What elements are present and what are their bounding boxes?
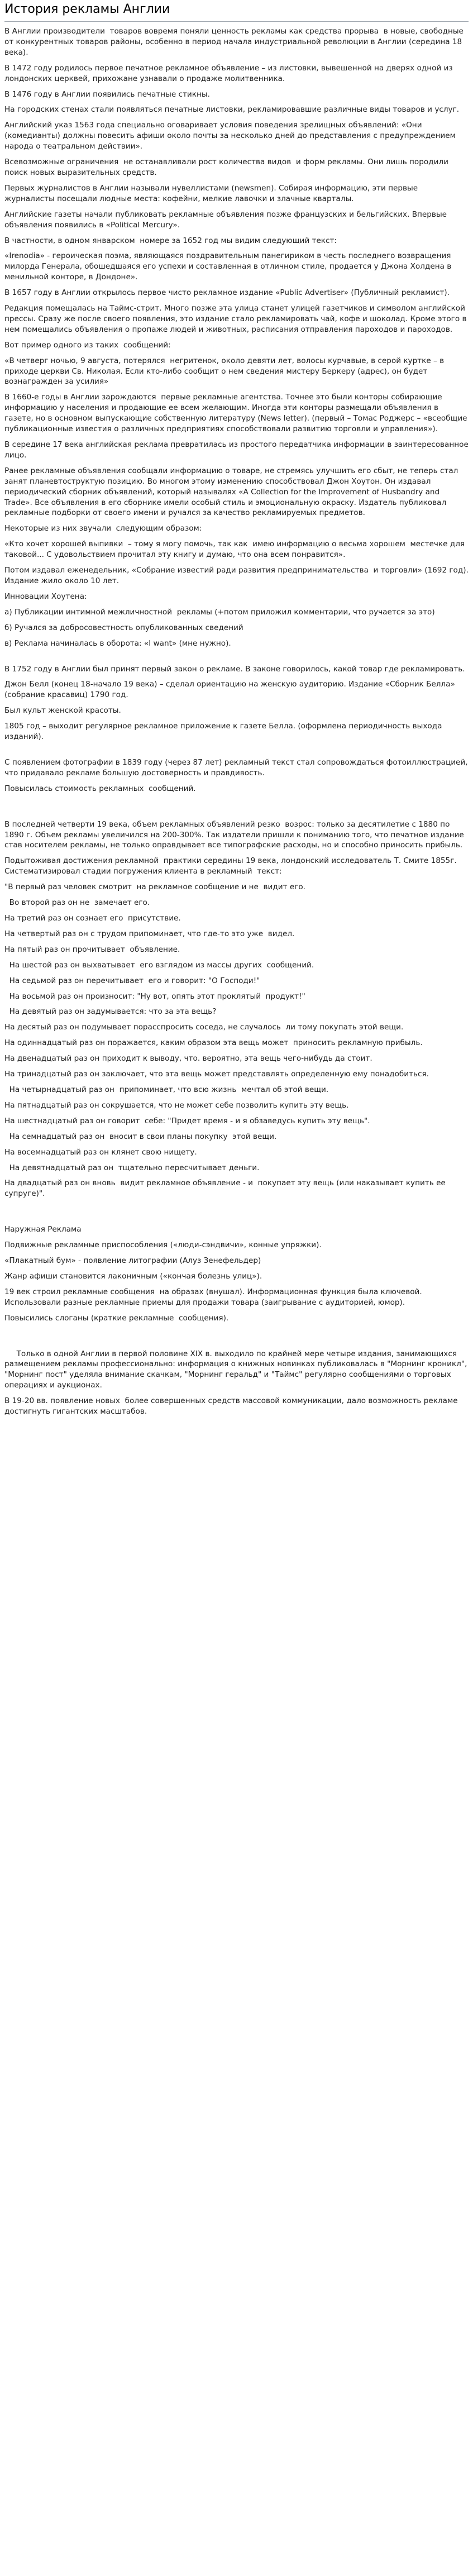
- paragraph-spacer: [4, 1204, 469, 1214]
- paragraph: Наружная Реклама: [4, 1225, 82, 1234]
- paragraph: Был культ женской красоты.: [4, 706, 121, 715]
- paragraph: Всевозможные ограничения не останавливали рост количества видов и форм рекламы. Они лишь породили поиск новых выразительных средств.: [4, 158, 451, 177]
- article: [0, 2, 473, 1417]
- paragraph: «Кто хочет хорошей выпивки – тому я могу помочь, так как имею информацию о весьма хорошем местечке для таковой... С удовольствием прочитал эту книгу и думаю, что она всем понравится».: [4, 540, 467, 560]
- paragraph: в) Реклама начиналась в оборота: «I want» (мне нужно).: [4, 638, 231, 648]
- paragraph: В 1752 году в Англии был принят первый закон о рекламе. В законе говорилось, какой товар где рекламировать.: [4, 664, 465, 674]
- paragraph-spacer: [4, 1214, 469, 1224]
- paragraph: На седьмой раз он перечитывает его и говорит: "О Господи!": [4, 976, 260, 985]
- paragraph: «Плакатный бум» - появление литографии (Алуз Зенефельдер): [4, 1256, 261, 1266]
- page-title: История рекламы Англии: [4, 2, 469, 22]
- paragraph-spacer: [4, 1339, 469, 1349]
- paragraph: а) Публикации интимной межличностной рекламы (+потом приложил комментарии, что ручается за это): [4, 607, 435, 617]
- paragraph: Ранее рекламные объявления сообщали информацию о товаре, не стремясь улучшить его сбыт, не теперь стал занят планевтоструктую позицию. Во многом этому изменению способствовал Джон Хоутон. Он издавал периодический сборник объявлений, который называлях «A Collection for the Improvement of Husbandry and Trade». Все объявления в его сборнике имели особый стиль и эмоциональную окраску. Издатель публиковал рекламные подборки от своего имени и ручался за качество рекламируемых предметов.: [4, 466, 461, 518]
- paragraph: В 1472 году родилось первое печатное рекламное объявление – из листовки, вывешенной на дверях одной из лондонских церквей, прихожане узнавали о продаже молитвенника.: [4, 63, 455, 83]
- paragraph: Вот пример одного из таких сообщений:: [4, 340, 171, 350]
- paragraph: В 1660-е годы в Англии зарождаются первые рекламные агентства. Точнее это были конторы собирающие информацию у населения и продающие ее всем желающим. Иногда эти конторы размещали объявления в газете, но в основном выпускающие собственную литературу (News letter). (первый – Томас Роджерс – «всеобщие публикационные известия о различных предприятиях способствовали развитию торговли и управления»).: [4, 393, 470, 434]
- paragraph: На шестнадцатый раз он говорит себе: "Придет время - и я обзаведусь купить эту вещь".: [4, 1116, 370, 1125]
- paragraph: На одиннадцатый раз он поражается, каким образом эта вещь может приносить рекламную прибыль.: [4, 1038, 423, 1048]
- paragraph: В Англии производители товаров вовремя поняли ценность рекламы как средства прорыва в новые, свободные от конкурентных товаров районы, особенно в период начала индустриальной революции в Англии (середина 18 века).: [4, 27, 466, 57]
- paragraph: Только в одной Англии в первой половине XIX в. выходило по крайней мере четыре издания, занимающихся размещением рекламы профессионально: информация о книжных новинках публиковалась в "Морнинг кроникл", "Морнинг пост" уделяла внимание скачкам, "Морнинг геральд" и "Таймс" регулярно сообщениями о торговых операциях и аукционах.: [4, 1349, 470, 1390]
- paragraph: На семнадцатый раз он вносит в свои планы покупку этой вещи.: [4, 1132, 277, 1141]
- paragraph: "В первый раз человек смотрит на рекламное сообщение и не видит его.: [4, 882, 305, 892]
- paragraph: «Irenodia» - героическая поэма, являющаяся поздравительным панегириком в честь последнего возвращения милорда Генерала, обошедшаяся его успехи и составленная в отличном стиле, продается у Джона Холдена в менильной конторе, в Дондоне».: [4, 251, 454, 282]
- paragraph: На четырнадцатый раз он припоминает, что всю жизнь мечтал об этой вещи.: [4, 1085, 329, 1094]
- paragraph: Инновации Хоутена:: [4, 591, 87, 601]
- paragraph-spacer: [4, 1329, 469, 1339]
- paragraph: На десятый раз он подумывает порасспросить соседа, не случалось ли тому покупать этой вещи.: [4, 1023, 404, 1032]
- paragraph: Подвижные рекламные приспособления («люди-сэндвичи», конные упряжки).: [4, 1241, 322, 1250]
- paragraph: Во второй раз он не замечает его.: [4, 898, 150, 908]
- paragraph: На городских стенах стали появляться печатные листовки, рекламировавшие различные виды товаров и услуг.: [4, 105, 460, 115]
- paragraph: Редакция помещалась на Таймс-стрит. Много позже эта улица станет улицей газетчиков и символом английской прессы. Сразу же после своего появления, это издание стало рекламировать чай, кофе и шоколад. Кроме этого в нем помещались объявления о пропаже людей и животных, расписания отправления пароходов и пароходов.: [4, 304, 469, 334]
- paragraph: На восемнадцатый раз он клянет свою нищету.: [4, 1147, 197, 1157]
- paragraph: С появлением фотографии в 1839 году (через 87 лет) рекламный текст стал сопровождаться фотоиллюстрацией, что придавало рекламе большую достоверность и правдивость.: [4, 757, 470, 777]
- paragraph: Повысились слоганы (краткие рекламные сообщения).: [4, 1313, 229, 1323]
- paragraph: В 1476 году в Англии появились печатные стикны.: [4, 89, 210, 99]
- paragraph: На двадцатый раз он вновь видит рекламное объявление - и покупает эту вещь (или наказывает купить ее супруге)".: [4, 1179, 448, 1199]
- paragraph: Английский указ 1563 года специально оговаривает условия поведения зрелищных объявлений: «Они (комедианты) должны повесить афиши около почты за несколько дней до представления с предупреждением народа о театральном действии».: [4, 121, 458, 151]
- paragraph: В последней четверти 19 века, объем рекламных объявлений резко возрос: только за десятилетие с 1880 по 1890 г. Объем рекламы увеличился на 200-300%. Так издатели пришли к пониманию того, что печатное издание став носителем рекламы, не только оправдывает все типографские расходы, но и способно приносить прибыль.: [4, 819, 467, 850]
- paragraph: На шестой раз он выхватывает его взглядом из массы других сообщений.: [4, 960, 314, 970]
- paragraph: Некоторые из них звучали следующим образом:: [4, 524, 202, 533]
- paragraph: Жанр афиши становится лаконичным («кончая болезнь улиц»).: [4, 1271, 262, 1281]
- paragraph: Английские газеты начали публиковать рекламные объявления позже французских и бельгийских. Впервые объявления появились в «Political Mercury».: [4, 209, 450, 230]
- paragraph-spacer: [4, 747, 469, 757]
- paragraph: На тринадцатый раз он заключает, что эта вещь может представлять определенную ему понадобиться.: [4, 1070, 429, 1079]
- paragraph: На третий раз он сознает его присутствие.: [4, 914, 181, 923]
- paragraph: Подытоживая достижения рекламной практики середины 19 века, лондонский исследователь Т. Смите 1855г. Систематизировал стадии погружения клиента в рекламный текст:: [4, 856, 459, 876]
- paragraph: В 19-20 вв. появление новых более совершенных средств массовой коммуникации, дало возможность рекламе достигнуть гигантских масштабов.: [4, 1396, 463, 1416]
- paragraph: «В четверг ночью, 9 августа, потерялся негритенок, около девяти лет, волосы курчавые, в серой куртке – в приходе церкви Св. Николая. Если кто-либо сообщит о нем сведения мистеру Беркеру (адрес), он будет вознагражден за усилия»: [4, 356, 447, 387]
- paragraph-spacer: [4, 654, 469, 664]
- paragraph: Джон Белл (конец 18-начало 19 века) – сделал ориентацию на женскую аудиторию. Издание «Сборник Белла» (собрание красавиц) 1790 год.: [4, 680, 458, 700]
- paragraph: На четвертый раз он с трудом припоминает, что где-то это уже видел.: [4, 929, 295, 938]
- article-body: [4, 26, 469, 1417]
- paragraph: Потом издавал еженедельник, «Собрание известий ради развития предпринимательства и торговли» (1692 год). Издание жило около 10 лет.: [4, 566, 471, 585]
- paragraph: На пятый раз он прочитывает объявление.: [4, 944, 180, 954]
- paragraph: 19 век строил рекламные сообщения на образах (внушал). Информационная функция была ключевой. Использовали разные рекламные приемы для продажи товара (заигрывание с аудиторией, юмор).: [4, 1287, 425, 1307]
- paragraph: В середине 17 века английская реклама превратилась из простого передатчика информации в заинтересованное лицо.: [4, 440, 471, 460]
- paragraph: Первых журналистов в Англии называли нувеллистами (newsmen). Собирая информацию, эти первые журналисты посещали людные места: кофейни, мелкие лавочки и злачные кварталы.: [4, 183, 421, 203]
- paragraph: На восьмой раз он произносит: "Ну вот, опять этот проклятый продукт!": [4, 991, 305, 1001]
- paragraph: Повысилась стоимость рекламных сообщений.: [4, 784, 196, 793]
- paragraph: 1805 год – выходит регулярное рекламное приложение к газете Белла. (оформлена периодичность выхода изданий).: [4, 722, 445, 742]
- paragraph: На двенадцатый раз он приходит к выводу, что. вероятно, эта вещь чего-нибудь да стоит.: [4, 1054, 372, 1063]
- paragraph-spacer: [4, 799, 469, 809]
- paragraph: б) Ручался за добросовестность опубликованных сведений: [4, 623, 243, 632]
- paragraph-spacer: [4, 809, 469, 819]
- paragraph: На пятнадцатый раз он сокрушается, что не может себе позволить купить эту вещь.: [4, 1100, 349, 1110]
- paragraph: На девятнадцатый раз он тщательно пересчитывает деньги.: [4, 1163, 260, 1172]
- paragraph: В 1657 году в Англии открылось первое чисто рекламное издание «Public Advertiser» (Публичный рекламист).: [4, 288, 450, 298]
- paragraph: В частности, в одном январском номере за 1652 год мы видим следующий текст:: [4, 236, 337, 245]
- paragraph: На девятый раз он задумывается: что за эта вещь?: [4, 1007, 217, 1017]
